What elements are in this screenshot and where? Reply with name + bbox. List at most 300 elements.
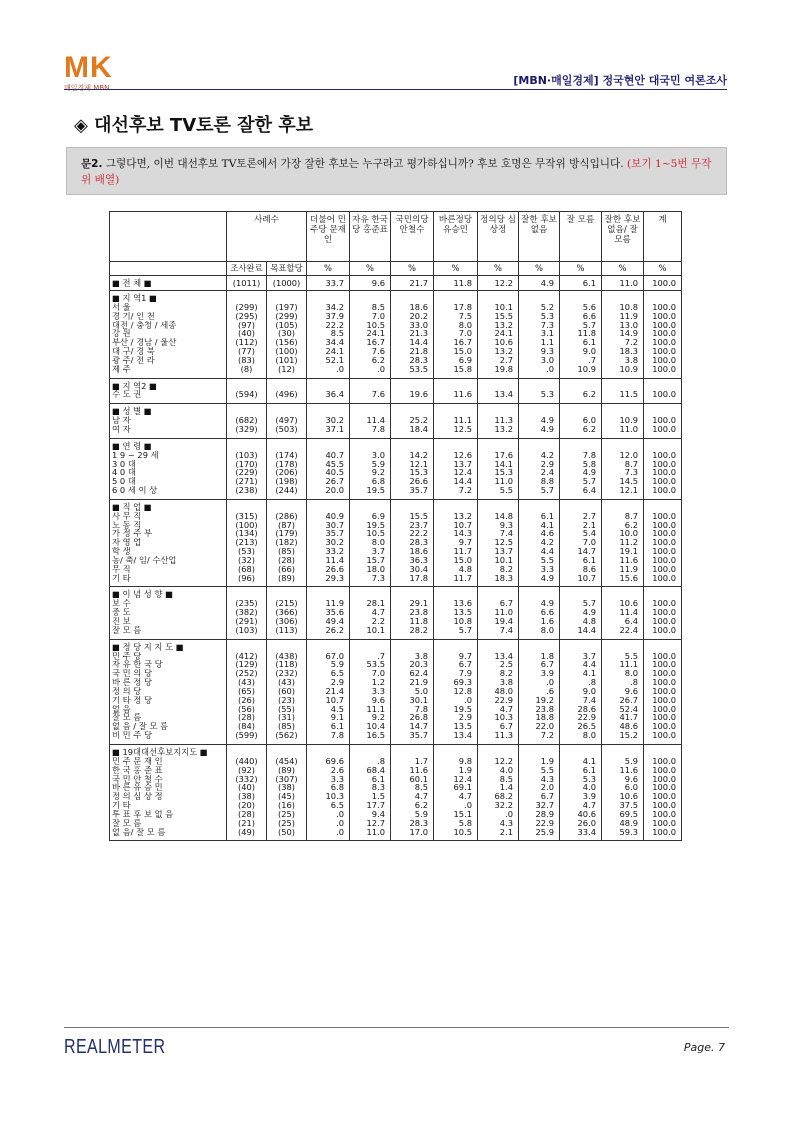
value-cell: 9.1 (307, 713, 350, 722)
value-cell: 3.8 (602, 356, 644, 365)
table-row (110, 321, 682, 330)
value-cell: 10.5 (350, 529, 391, 538)
empty-cell (307, 744, 350, 756)
empty-cell (391, 744, 434, 756)
sample-complete: (40) (227, 329, 267, 338)
value-cell: 40.9 (307, 512, 350, 521)
sample-target: (198) (267, 477, 307, 486)
value-cell: 10.9 (602, 416, 644, 425)
value-cell: 5.9 (391, 810, 434, 819)
value-cell: 8.2 (478, 565, 519, 574)
question-number: 문2. (81, 158, 103, 170)
empty-cell (644, 404, 682, 416)
value-cell: 100.0 (644, 486, 682, 499)
value-cell: 5.3 (519, 312, 560, 321)
sample-target: (306) (267, 617, 307, 626)
unit-header: % (478, 262, 519, 276)
value-cell: 100.0 (644, 775, 682, 784)
value-cell: 1.8 (519, 652, 560, 661)
value-cell: .0 (519, 365, 560, 378)
sample-complete: (295) (227, 312, 267, 321)
value-cell: 5.5 (519, 766, 560, 775)
value-cell: 7.8 (350, 425, 391, 438)
value-cell: 6.7 (478, 599, 519, 608)
value-cell: 7.2 (434, 486, 478, 499)
value-cell: 100.0 (644, 538, 682, 547)
value-cell: 2.0 (519, 783, 560, 792)
value-cell: 8.2 (478, 669, 519, 678)
value-cell: 7.0 (434, 329, 478, 338)
sample-complete: (382) (227, 608, 267, 617)
value-cell: 6.2 (391, 801, 434, 810)
group-label: ■ 이 념 성 향 ■ (110, 587, 227, 599)
row-label: 자 유 한 국 당 (110, 660, 227, 669)
value-cell: 17.0 (391, 828, 434, 841)
value-cell: 100.0 (644, 329, 682, 338)
value-cell: 6.9 (350, 512, 391, 521)
empty-cell (350, 744, 391, 756)
value-cell: 4.3 (478, 819, 519, 828)
row-label: 민 주 문 재 인 (110, 757, 227, 766)
sample-target: (503) (267, 425, 307, 438)
table-row (110, 766, 682, 775)
value-cell: 12.2 (478, 276, 519, 291)
empty-cell (478, 639, 519, 651)
value-cell: 4.7 (478, 705, 519, 714)
table-row (110, 538, 682, 547)
sample-target: (28) (267, 556, 307, 565)
value-cell: 8.0 (434, 321, 478, 330)
sample-target: (85) (267, 547, 307, 556)
value-cell: 21.4 (307, 687, 350, 696)
empty-cell (391, 499, 434, 511)
value-cell: 10.7 (560, 574, 602, 587)
value-cell: 62.4 (391, 669, 434, 678)
empty-cell (560, 587, 602, 599)
table-row (110, 574, 682, 587)
empty-cell (267, 744, 307, 756)
value-cell: 4.9 (560, 608, 602, 617)
sample-complete: (96) (227, 574, 267, 587)
sample-complete: (38) (227, 792, 267, 801)
empty-cell (478, 378, 519, 390)
sample-target: (1000) (267, 276, 307, 291)
value-cell: 20.0 (307, 486, 350, 499)
empty-cell (602, 499, 644, 511)
column-header: 사례수 (227, 212, 307, 262)
value-cell: 30.1 (391, 696, 434, 705)
empty-cell (560, 639, 602, 651)
table-row (110, 512, 682, 521)
row-label: 잘 모 름 (110, 713, 227, 722)
value-cell: 28.2 (391, 626, 434, 639)
table-row (110, 477, 682, 486)
row-label: 없 음 (110, 705, 227, 714)
value-cell: 3.1 (519, 329, 560, 338)
value-cell: 60.1 (391, 775, 434, 784)
value-cell: 22.2 (307, 321, 350, 330)
sample-complete: (56) (227, 705, 267, 714)
sample-target: (174) (267, 451, 307, 460)
value-cell: 29.1 (391, 599, 434, 608)
value-cell: 9.3 (478, 521, 519, 530)
value-cell: 3.0 (519, 356, 560, 365)
sample-complete: (599) (227, 731, 267, 744)
value-cell: 8.8 (519, 477, 560, 486)
header-empty-cell (110, 212, 227, 262)
empty-cell (227, 744, 267, 756)
value-cell: 2.7 (478, 356, 519, 365)
value-cell: 53.5 (391, 365, 434, 378)
value-cell: 11.1 (434, 416, 478, 425)
sample-target: (118) (267, 660, 307, 669)
value-cell: 4.1 (560, 757, 602, 766)
value-cell: 22.0 (519, 722, 560, 731)
header-divider (64, 89, 727, 90)
row-label: 제 주 (110, 365, 227, 378)
value-cell: 49.4 (307, 617, 350, 626)
value-cell: 6.1 (560, 556, 602, 565)
sample-target: (197) (267, 303, 307, 312)
sample-complete: (682) (227, 416, 267, 425)
sample-target: (299) (267, 312, 307, 321)
value-cell: 4.7 (391, 792, 434, 801)
row-label: 학 생 (110, 547, 227, 556)
empty-cell (434, 438, 478, 450)
table-row (110, 757, 682, 766)
table-row (110, 828, 682, 841)
value-cell: 100.0 (644, 608, 682, 617)
unit-header: % (350, 262, 391, 276)
survey-title: [MBN·매일경제] 정국현안 대국민 여론조사 (513, 74, 727, 87)
value-cell: 100.0 (644, 574, 682, 587)
sample-complete: (229) (227, 468, 267, 477)
value-cell: 40.6 (560, 810, 602, 819)
unit-header-row (110, 262, 682, 276)
empty-cell (227, 404, 267, 416)
empty-cell (434, 744, 478, 756)
value-cell: 68.2 (478, 792, 519, 801)
value-cell: 6.0 (602, 783, 644, 792)
value-cell: 7.2 (519, 731, 560, 744)
value-cell: 13.2 (478, 425, 519, 438)
row-label: 대전 / 충청 / 세종 (110, 321, 227, 330)
row-label: 대 구/ 경 북 (110, 347, 227, 356)
table-row (110, 792, 682, 801)
unit-header: 조사완료 (227, 262, 267, 276)
value-cell: 6.2 (350, 356, 391, 365)
value-cell: 13.5 (434, 608, 478, 617)
column-header: 잘 모름 (560, 212, 602, 262)
sample-target: (89) (267, 574, 307, 587)
value-cell: 5.7 (560, 477, 602, 486)
value-cell: 9.0 (560, 347, 602, 356)
value-cell: 11.9 (602, 312, 644, 321)
sample-complete: (32) (227, 556, 267, 565)
sample-target: (101) (267, 356, 307, 365)
value-cell: 10.0 (602, 529, 644, 538)
value-cell: 25.9 (519, 828, 560, 841)
table-row (110, 460, 682, 469)
group-header-row (110, 499, 682, 511)
value-cell: 100.0 (644, 347, 682, 356)
empty-cell (267, 378, 307, 390)
table-row (110, 608, 682, 617)
value-cell: 6.0 (560, 416, 602, 425)
value-cell: 33.0 (391, 321, 434, 330)
value-cell: 15.0 (434, 556, 478, 565)
empty-cell (307, 378, 350, 390)
empty-cell (434, 587, 478, 599)
empty-cell (519, 378, 560, 390)
column-header: 잘한 후보 없음/ 잘 모름 (602, 212, 644, 262)
value-cell: 5.5 (478, 486, 519, 499)
value-cell: 10.4 (350, 722, 391, 731)
table-row (110, 722, 682, 731)
group-label: ■ 19대대선후보지지도 ■ (110, 744, 227, 756)
row-label: 4 0 대 (110, 468, 227, 477)
value-cell: 23.8 (519, 705, 560, 714)
empty-cell (478, 438, 519, 450)
value-cell: 7.4 (478, 529, 519, 538)
group-header-row (110, 639, 682, 651)
sample-target: (66) (267, 565, 307, 574)
group-label: ■ 지 역1 ■ (110, 291, 227, 303)
value-cell: 8.6 (560, 565, 602, 574)
value-cell: 100.0 (644, 783, 682, 792)
column-header: 잘한 후보 없음 (519, 212, 560, 262)
table-row (110, 338, 682, 347)
empty-cell (602, 404, 644, 416)
value-cell: 14.4 (391, 338, 434, 347)
value-cell: 11.7 (434, 547, 478, 556)
empty-cell (434, 639, 478, 651)
value-cell: 48.6 (602, 722, 644, 731)
value-cell: 26.8 (391, 713, 434, 722)
value-cell: 6.6 (519, 608, 560, 617)
value-cell: .0 (434, 696, 478, 705)
value-cell: 35.7 (307, 529, 350, 538)
value-cell: 19.8 (478, 365, 519, 378)
row-label: 농/ 축/ 임/ 수산업 (110, 556, 227, 565)
value-cell: 26.7 (602, 696, 644, 705)
unit-header: 목표할당 (267, 262, 307, 276)
value-cell: 35.7 (391, 731, 434, 744)
sample-target: (12) (267, 365, 307, 378)
empty-cell (644, 378, 682, 390)
value-cell: 15.3 (478, 468, 519, 477)
value-cell: 21.3 (391, 329, 434, 338)
value-cell: 18.6 (391, 547, 434, 556)
value-cell: 3.9 (560, 792, 602, 801)
table-row (110, 801, 682, 810)
value-cell: 52.4 (602, 705, 644, 714)
empty-cell (391, 587, 434, 599)
value-cell: 100.0 (644, 687, 682, 696)
value-cell: 100.0 (644, 757, 682, 766)
value-cell: 37.5 (602, 801, 644, 810)
row-label: 기 타 (110, 801, 227, 810)
sample-complete: (21) (227, 819, 267, 828)
value-cell: 7.4 (560, 696, 602, 705)
value-cell: .0 (307, 828, 350, 841)
value-cell: 11.6 (602, 556, 644, 565)
sample-complete: (28) (227, 810, 267, 819)
value-cell: 11.8 (434, 276, 478, 291)
value-cell: 13.7 (434, 460, 478, 469)
value-cell: 32.2 (478, 801, 519, 810)
value-cell: 9.7 (434, 538, 478, 547)
value-cell: 6.8 (307, 783, 350, 792)
value-cell: 4.9 (519, 276, 560, 291)
value-cell: 1.6 (519, 617, 560, 626)
value-cell: 8.0 (560, 731, 602, 744)
value-cell: 100.0 (644, 696, 682, 705)
value-cell: .0 (350, 365, 391, 378)
value-cell: 10.6 (602, 792, 644, 801)
value-cell: 34.2 (307, 303, 350, 312)
sample-complete: (40) (227, 783, 267, 792)
value-cell: 37.1 (307, 425, 350, 438)
value-cell: 10.3 (478, 713, 519, 722)
table-row (110, 468, 682, 477)
value-cell: 11.4 (602, 608, 644, 617)
value-cell: 8.5 (478, 775, 519, 784)
sample-target: (182) (267, 538, 307, 547)
sample-target: (562) (267, 731, 307, 744)
value-cell: 4.0 (478, 766, 519, 775)
sample-target: (23) (267, 696, 307, 705)
value-cell: 6.2 (602, 521, 644, 530)
empty-cell (227, 291, 267, 303)
value-cell: .6 (519, 687, 560, 696)
value-cell: 10.7 (307, 696, 350, 705)
table-row (110, 713, 682, 722)
sample-target: (50) (267, 828, 307, 841)
value-cell: 4.9 (519, 416, 560, 425)
value-cell: 5.8 (434, 819, 478, 828)
sample-target: (16) (267, 801, 307, 810)
empty-cell (267, 438, 307, 450)
value-cell: 10.8 (434, 617, 478, 626)
empty-cell (644, 438, 682, 450)
column-header: 더불어 민주당 문재인 (307, 212, 350, 262)
empty-cell (478, 587, 519, 599)
empty-cell (644, 291, 682, 303)
value-cell: 12.5 (434, 425, 478, 438)
empty-cell (560, 378, 602, 390)
value-cell: 22.4 (602, 626, 644, 639)
value-cell: 10.8 (602, 303, 644, 312)
unit-header: % (560, 262, 602, 276)
value-cell: 2.9 (307, 678, 350, 687)
row-label: 경 기/ 인 천 (110, 312, 227, 321)
sample-complete: (252) (227, 669, 267, 678)
group-label: ■ 성 별 ■ (110, 404, 227, 416)
value-cell: 68.4 (350, 766, 391, 775)
footer-divider (64, 1027, 729, 1028)
table-row (110, 617, 682, 626)
empty-cell (267, 499, 307, 511)
row-label: 강 원 (110, 329, 227, 338)
question-text: 그렇다면, 이번 대선후보 TV토론에서 가장 잘한 후보는 누구라고 평가하십니까? 후보 호명은 무작위 방식입니다. (105, 158, 624, 170)
value-cell: 100.0 (644, 828, 682, 841)
value-cell: 16.7 (434, 338, 478, 347)
value-cell: 4.1 (560, 669, 602, 678)
value-cell: 11.6 (602, 766, 644, 775)
sample-complete: (49) (227, 828, 267, 841)
value-cell: 26.7 (307, 477, 350, 486)
sample-target: (497) (267, 416, 307, 425)
empty-cell (519, 499, 560, 511)
sample-complete: (97) (227, 321, 267, 330)
value-cell: 22.2 (391, 529, 434, 538)
question-note: (보기 1~5번 무작위 배열) (81, 158, 712, 186)
value-cell: 6.7 (519, 792, 560, 801)
value-cell: 21.7 (391, 276, 434, 291)
empty-cell (478, 291, 519, 303)
table-row (110, 312, 682, 321)
value-cell: 15.2 (602, 731, 644, 744)
value-cell: 6.1 (307, 722, 350, 731)
value-cell: 11.1 (602, 660, 644, 669)
value-cell: 9.7 (434, 652, 478, 661)
empty-cell (602, 378, 644, 390)
empty-cell (434, 291, 478, 303)
value-cell: 100.0 (644, 766, 682, 775)
value-cell: 100.0 (644, 303, 682, 312)
value-cell: 6.7 (478, 722, 519, 731)
value-cell: 4.6 (519, 529, 560, 538)
value-cell: 21.8 (391, 347, 434, 356)
column-header: 정의당 심상정 (478, 212, 519, 262)
empty-cell (644, 639, 682, 651)
value-cell: 100.0 (644, 365, 682, 378)
row-label: 노 동 직 (110, 521, 227, 530)
value-cell: 2.4 (519, 468, 560, 477)
sample-target: (286) (267, 512, 307, 521)
value-cell: 6.7 (434, 660, 478, 669)
sample-target: (38) (267, 783, 307, 792)
sample-target: (366) (267, 608, 307, 617)
value-cell: 9.2 (350, 468, 391, 477)
value-cell: 10.6 (478, 338, 519, 347)
row-label: 한 국 홍 준 표 (110, 766, 227, 775)
row-label: 기 타 정 당 (110, 696, 227, 705)
value-cell: 4.9 (519, 425, 560, 438)
value-cell: 8.5 (391, 783, 434, 792)
group-label: ■ 지 역2 ■ (110, 378, 227, 390)
value-cell: 100.0 (644, 512, 682, 521)
empty-cell (267, 587, 307, 599)
table-row (110, 390, 682, 403)
value-cell: 28.3 (391, 819, 434, 828)
value-cell: 100.0 (644, 731, 682, 744)
sample-target: (85) (267, 722, 307, 731)
row-label: 국 민 안 철 수 (110, 775, 227, 784)
value-cell: 1.9 (434, 766, 478, 775)
value-cell: 18.3 (602, 347, 644, 356)
value-cell: 8.0 (519, 626, 560, 639)
empty-cell (519, 438, 560, 450)
row-label: 없 음 / 잘 모 름 (110, 722, 227, 731)
value-cell: 3.3 (519, 565, 560, 574)
empty-cell (560, 499, 602, 511)
sample-complete: (92) (227, 766, 267, 775)
value-cell: 14.7 (560, 547, 602, 556)
value-cell: 7.5 (434, 312, 478, 321)
sample-complete: (20) (227, 801, 267, 810)
